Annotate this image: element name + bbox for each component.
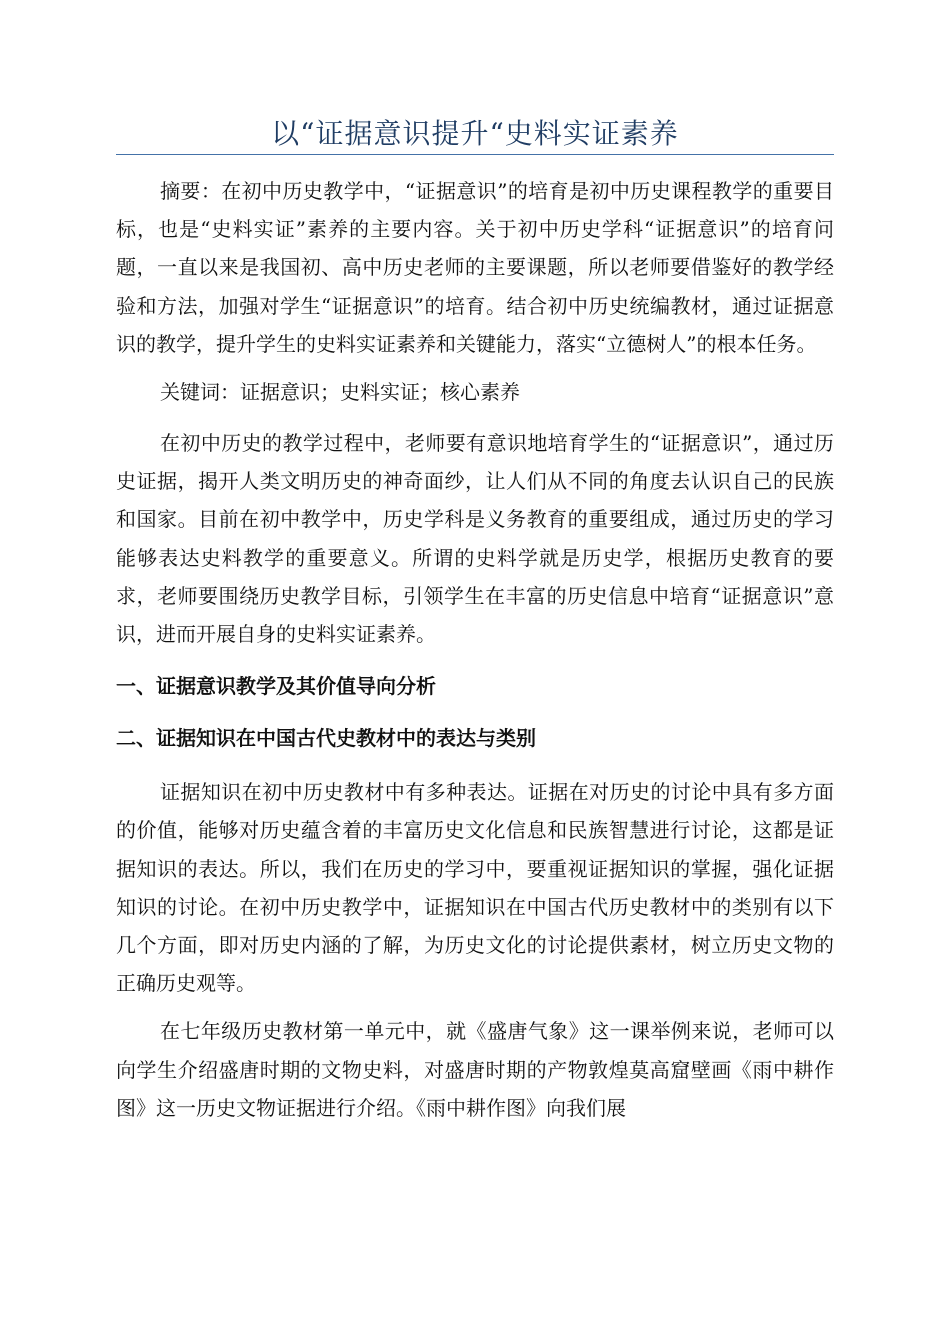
- section-heading-1: 一、证据意识教学及其价值导向分析: [116, 674, 436, 699]
- abstract-paragraph: 摘要：在初中历史教学中，“证据意识”的培育是初中历史课程教学的重要目标，也是“史料实证”素养的主要内容。关于初中历史学科“证据意识”的培育问题，一直以来是我国初、高中历史老师的主要课题，所以老师要借鉴好的教学经验和方法，加强对学生“证据意识”的培育。结合初中历史统编教材，通过证据意识的教学，提升学生的史料实证素养和关键能力，落实“立德树人”的根本任务。: [116, 179, 834, 356]
- document-title: 以“证据意识提升“史料实证素养: [271, 117, 679, 150]
- document-body: [116, 172, 834, 1137]
- title-underline: [116, 154, 834, 155]
- section-heading-2: 二、证据知识在中国古代史教材中的表达与类别: [116, 726, 536, 751]
- intro-paragraph: 在初中历史的教学过程中，老师要有意识地培育学生的“证据意识”，通过历史证据，揭开人类文明历史的神奇面纱，让人们从不同的角度去认识自己的民族和国家。目前在初中教学中，历史学科是义务教育的重要组成，通过历史的学习能够表达史料教学的重要意义。所谓的史料学就是历史学，根据历史教育的要求，老师要围绕历史教学目标，引领学生在丰富的历史信息中培育“证据意识”意识，进而开展自身的史料实证素养。: [116, 431, 834, 647]
- section2-paragraph-2: 在七年级历史教材第一单元中，就《盛唐气象》这一课举例来说，老师可以向学生介绍盛唐时期的文物史料，对盛唐时期的产物敦煌莫高窟壁画《雨中耕作图》这一历史文物证据进行介绍。《雨中耕作图》向我们展: [116, 1019, 834, 1120]
- keywords-line: 关键词：证据意识；史料实证；核心素养: [160, 380, 520, 405]
- section2-paragraph-1: 证据知识在初中历史教材中有多种表达。证据在对历史的讨论中具有多方面的价值，能够对历史蕴含着的丰富历史文化信息和民族智慧进行讨论，这都是证据知识的表达。所以，我们在历史的学习中，要重视证据知识的掌握，强化证据知识的讨论。在初中历史教学中，证据知识在中国古代历史教材中的类别有以下几个方面，即对历史内涵的了解，为历史文化的讨论提供素材，树立历史文物的正确历史观等。: [116, 780, 834, 996]
